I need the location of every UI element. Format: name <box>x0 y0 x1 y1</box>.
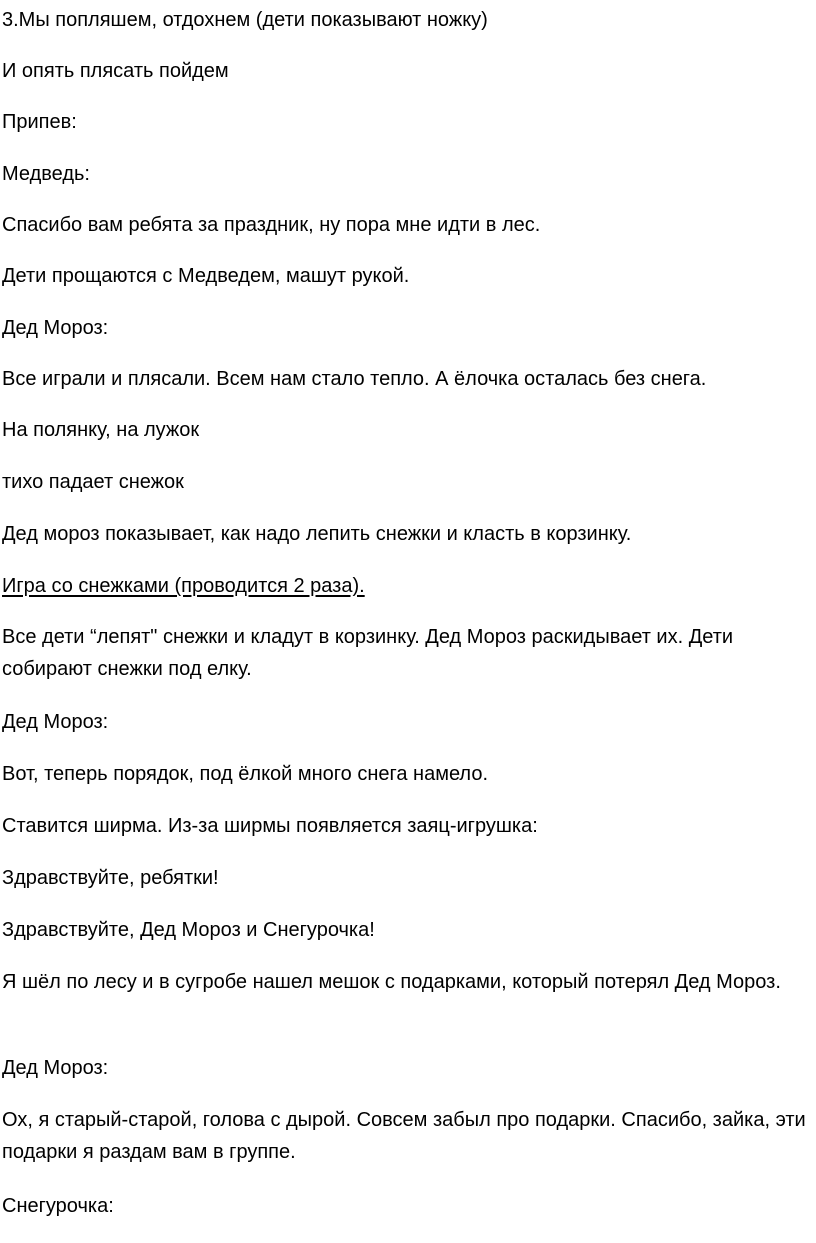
speaker-ded-moroz: Дед Мороз: <box>2 317 109 339</box>
paragraph-children-greeting: Здравствуйте, Дед Мороз и Снегурочка! <box>2 919 375 941</box>
paragraph-hare-line: Я шёл по лесу и в сугробе нашел мешок с подарками, который потерял Дед Мороз. <box>2 971 781 993</box>
paragraph-poem-line-1: На полянку, на лужок <box>2 419 200 441</box>
paragraph-verse-3: 3.Мы попляшем, отдохнем (дети показывают ножку) <box>2 9 488 31</box>
speaker-ded-moroz: Дед Мороз: <box>2 1057 109 1079</box>
paragraph-ded-moroz-line: Вот, теперь порядок, под ёлкой много снега намело. <box>2 763 488 785</box>
paragraph-ded-moroz-line: Все играли и плясали. Всем нам стало тепло. А ёлочка осталась без снега. <box>2 368 707 390</box>
speaker-snegurochka: Снегурочка: <box>2 1195 114 1217</box>
paragraph-stage-direction-screen: Ставится ширма. Из-за ширмы появляется заяц-игрушка: <box>2 815 538 837</box>
paragraph-poem-line-2: тихо падает снежок <box>2 471 184 493</box>
paragraph-game-description: Все дети “лепят" снежки и кладут в корзинку. Дед Мороз раскидывает их. Дети собирают снежки под елку. <box>2 626 734 680</box>
paragraph-chorus-label: Припев: <box>2 111 77 133</box>
speaker-bear: Медведь: <box>2 163 90 185</box>
paragraph-bear-line: Спасибо вам ребята за праздник, ну пора мне идти в лес. <box>2 214 541 236</box>
paragraph-stage-direction-snowballs: Дед мороз показывает, как надо лепить снежки и класть в корзинку. <box>2 523 632 545</box>
game-heading: Игра со снежками (проводится 2 раза). <box>2 575 365 597</box>
paragraph-hare-greeting: Здравствуйте, ребятки! <box>2 867 219 889</box>
paragraph-stage-direction: Дети прощаются с Медведем, машут рукой. <box>2 265 410 287</box>
paragraph-verse-line: И опять плясать пойдем <box>2 60 229 82</box>
paragraph-ded-moroz-thanks: Ох, я старый-старой, голова с дырой. Совсем забыл про подарки. Спасибо, зайка, эти подарки я раздам вам в группе. <box>2 1109 806 1163</box>
speaker-ded-moroz: Дед Мороз: <box>2 711 109 733</box>
